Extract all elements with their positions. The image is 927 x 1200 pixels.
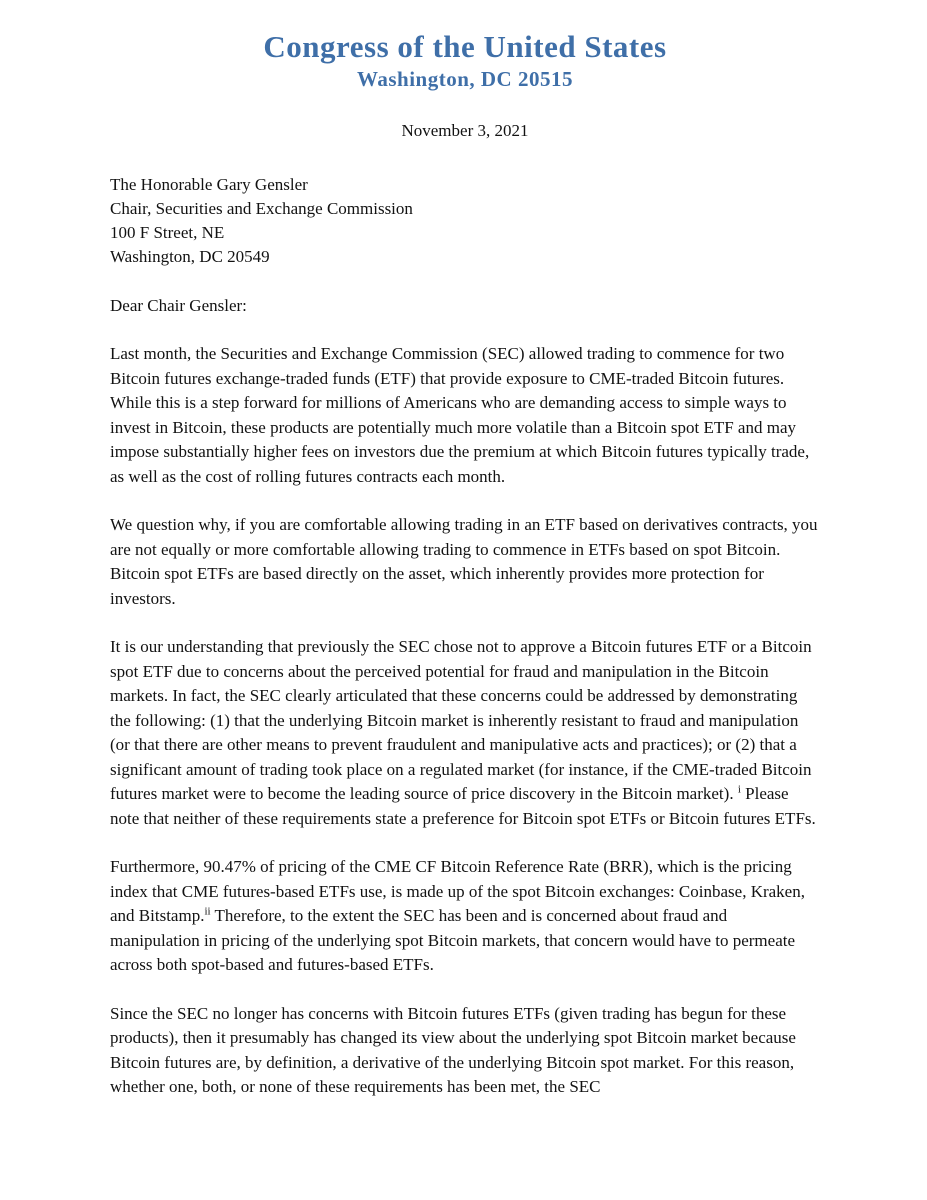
recipient-city: Washington, DC 20549 [110, 247, 270, 266]
letterhead-org-title: Congress of the United States [263, 29, 667, 64]
recipient-street: 100 F Street, NE [110, 223, 225, 242]
paragraph: Furthermore, 90.47% of pricing of the CME CF Bitcoin Reference Rate (BRR), which is the pricing index that CME futures-based ETFs use, is made up of the spot Bitcoin exchanges: Coinbase, Kraken, and Bitstamp.$^{ii}$ Therefore, to the extent the SEC has been and is concerned about fraud and manipulation in pricing of the underlying spot Bitcoin markets, that concern would have to permeate across both spot-based and futures-based ETFs. [110, 857, 805, 974]
recipient-address-block [110, 173, 820, 269]
recipient-name: The Honorable Gary Gensler [110, 175, 308, 194]
recipient-title: Chair, Securities and Exchange Commission [110, 199, 413, 218]
paragraph: It is our understanding that previously the SEC chose not to approve a Bitcoin futures ETF or a Bitcoin spot ETF due to concerns about the perceived potential for fraud and manipulation in the Bitcoin markets. In fact, the SEC clearly articulated that these concerns could be addressed by demonstrating the following: (1) that the underlying Bitcoin market is inherently resistant to fraud and manipulation (or that there are other means to prevent fraudulent and manipulative acts and practices); or (2) that a significant amount of trading took place on a regulated market (for instance, if the CME-traded Bitcoin futures market were to become the leading source of price discovery in the Bitcoin market). $^i$ Please note that neither of these requirements state a preference for Bitcoin spot ETFs or Bitcoin futures ETFs. [110, 637, 816, 828]
letter-date: November 3, 2021 [401, 121, 529, 140]
letterhead-city-line: Washington, DC 20515 [357, 67, 573, 91]
letterhead [110, 30, 820, 91]
letter-body [110, 342, 820, 1100]
paragraph: We question why, if you are comfortable allowing trading in an ETF based on derivatives contracts, you are not equally or more comfortable allowing trading to commence in ETFs based on spot Bitcoin. Bitcoin spot ETFs are based directly on the asset, which inherently provides more protection for investors. [110, 515, 818, 608]
endnote-reference: i [737, 783, 741, 796]
paragraph: Last month, the Securities and Exchange Commission (SEC) allowed trading to commence for two Bitcoin futures exchange-traded funds (ETF) that provide exposure to CME-traded Bitcoin futures. While this is a step forward for millions of Americans who are demanding access to simple ways to invest in Bitcoin, these products are potentially much more volatile than a Bitcoin spot ETF and may impose substantially higher fees on investors due the premium at which Bitcoin futures typically trade, as well as the cost of rolling futures contracts each month. [110, 344, 810, 486]
endnote-reference: ii [204, 905, 211, 918]
salutation: Dear Chair Gensler: [110, 296, 247, 315]
paragraph: Since the SEC no longer has concerns with Bitcoin futures ETFs (given trading has begun for these products), then it presumably has changed its view about the underlying spot Bitcoin market because Bitcoin futures are, by definition, a derivative of the underlying Bitcoin spot market. For this reason, whether one, both, or none of these requirements has been met, the SEC [110, 1003, 796, 1096]
